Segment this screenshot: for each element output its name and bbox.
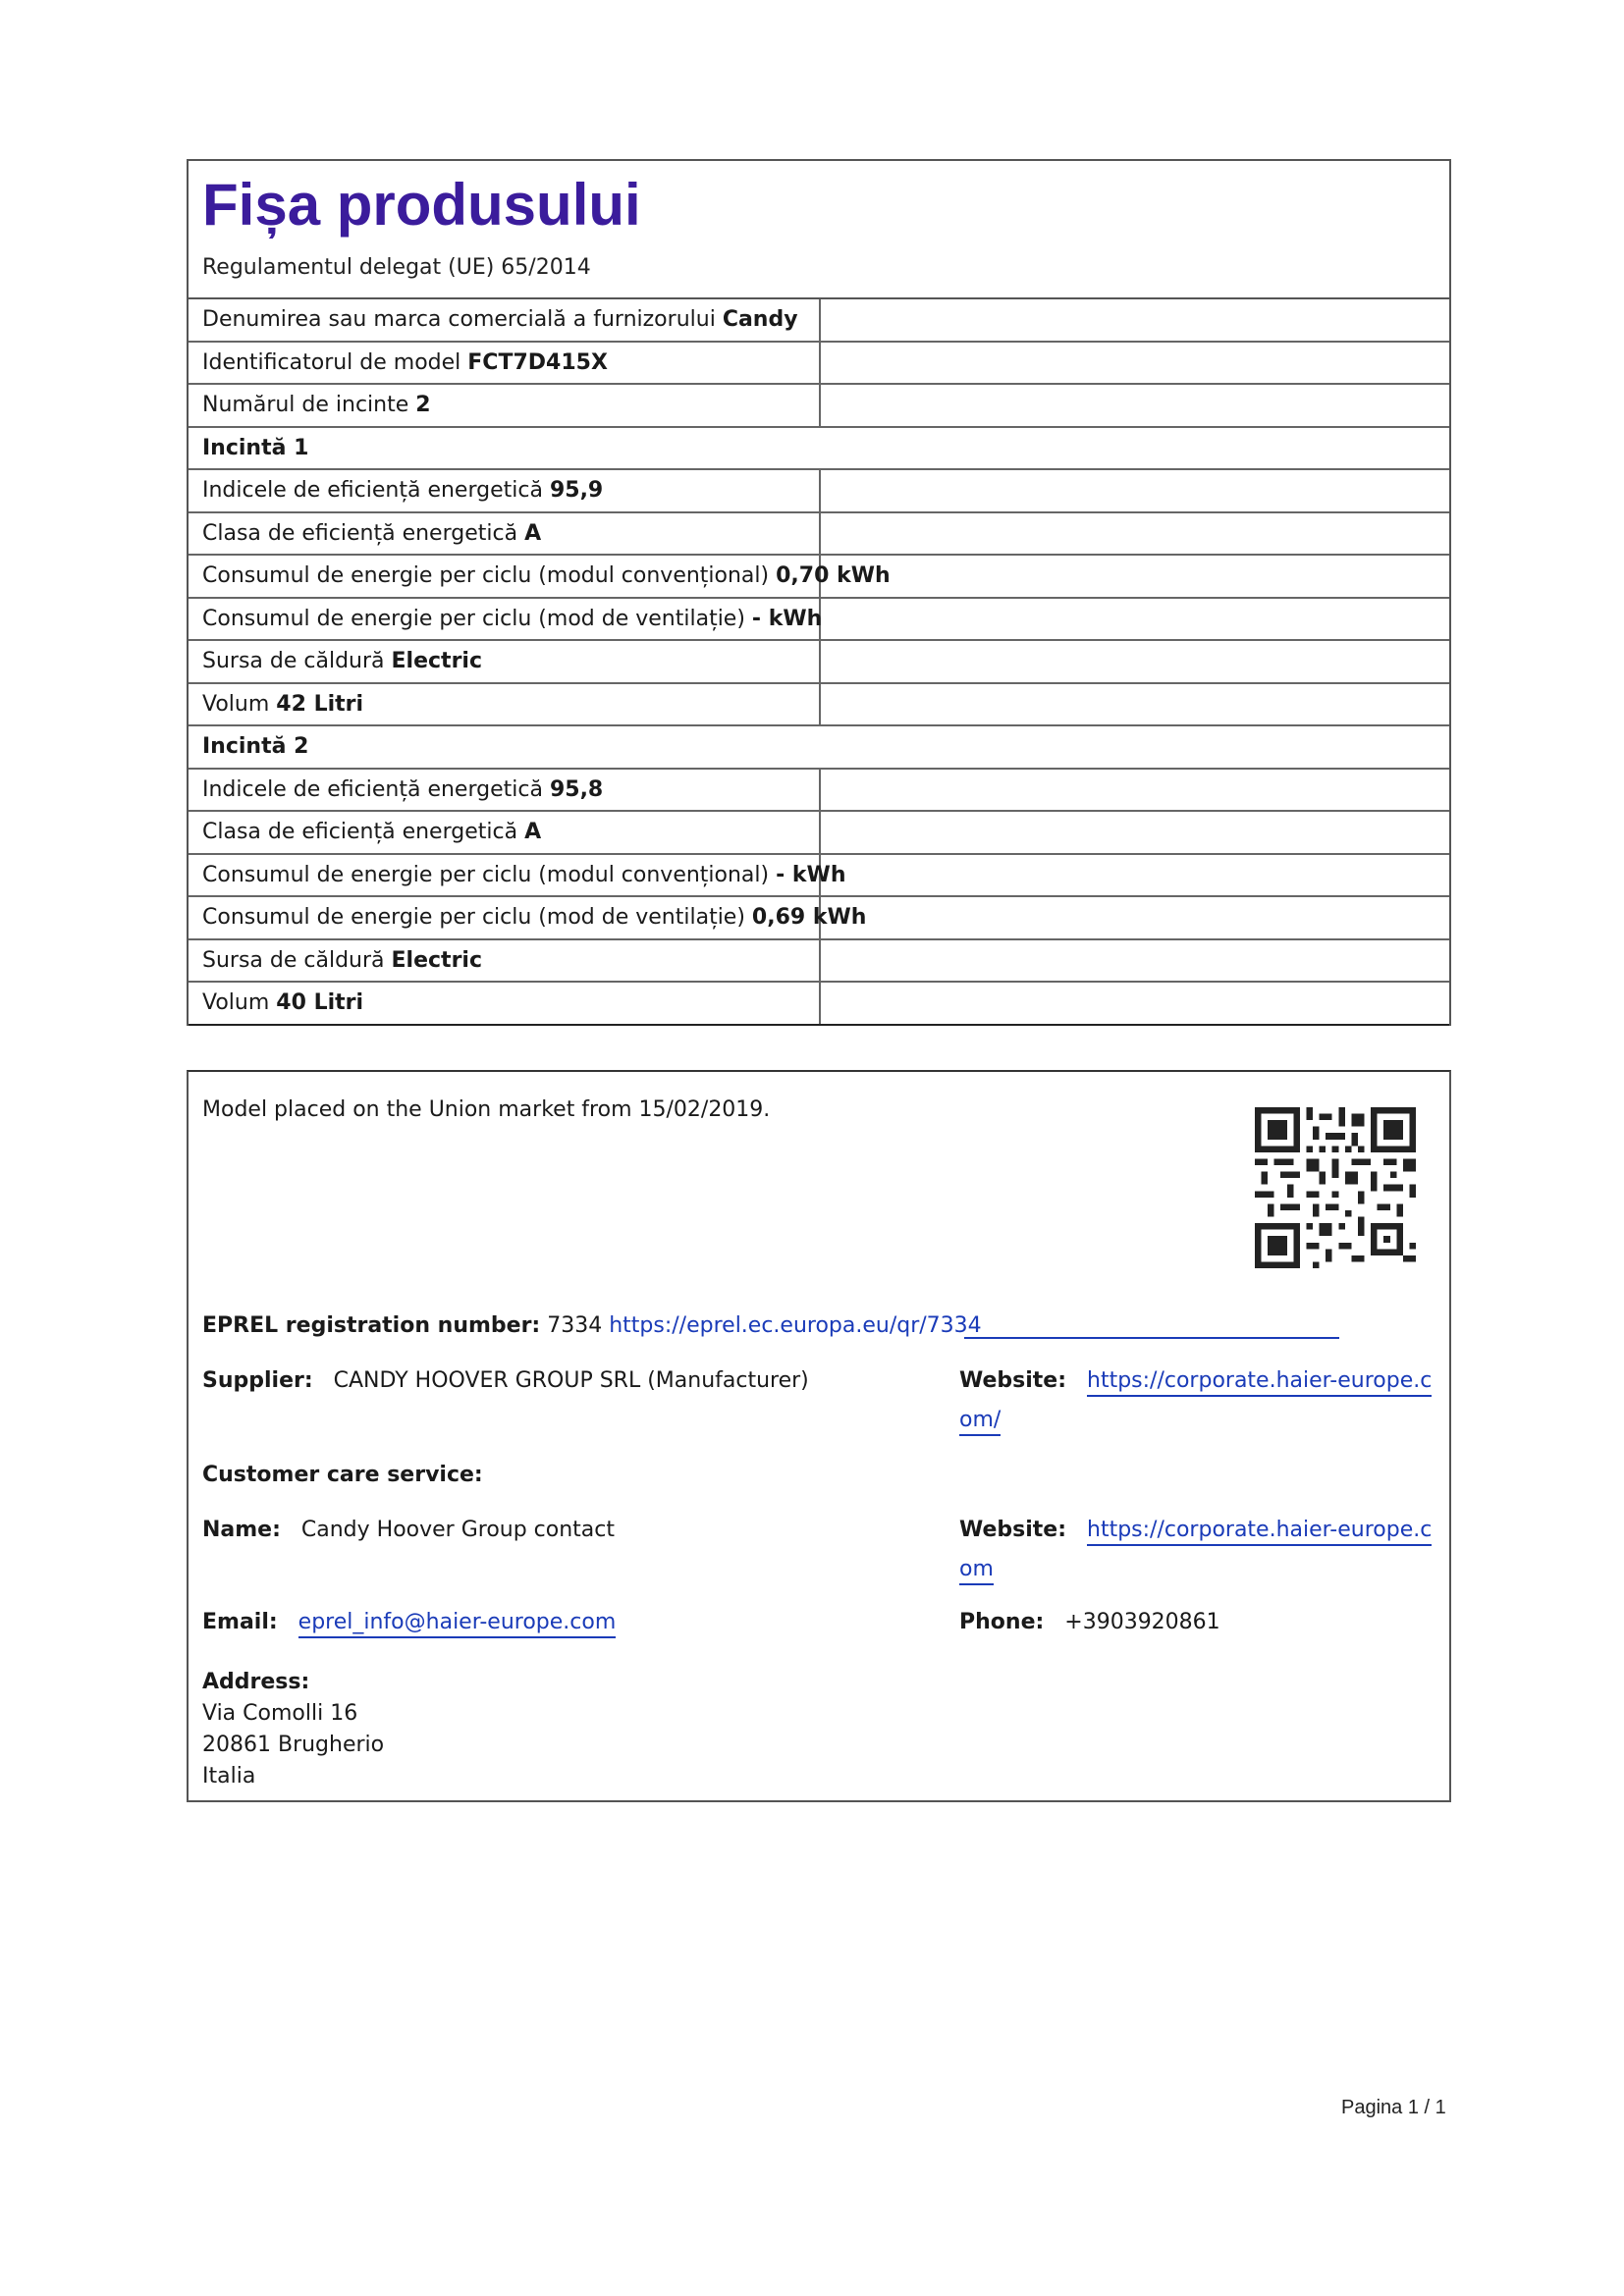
- row-value: A: [524, 520, 542, 546]
- name-value: Candy Hoover Group contact: [300, 1518, 616, 1542]
- address-block: [202, 1667, 384, 1792]
- table-row: [189, 770, 1449, 813]
- row-label: Consumul de energie per ciclu (mod de ventilație): [202, 905, 745, 931]
- phone-line: [959, 1610, 1220, 1634]
- supplier-info-box: [187, 1070, 1451, 1802]
- row-label: Identificatorul de model: [202, 349, 461, 375]
- row-label: Sursa de căldură: [202, 947, 385, 973]
- table-row: [189, 556, 1449, 599]
- website-2: [959, 1518, 1432, 1542]
- row-value: Candy: [722, 307, 798, 333]
- table-row: [189, 599, 1449, 642]
- row-label: Clasa de eficiență energetică: [202, 520, 518, 546]
- table-row: [189, 855, 1449, 898]
- row-label: Clasa de eficiență energetică: [202, 820, 518, 845]
- qr-code-icon: [1255, 1107, 1416, 1268]
- website-2-cont: [959, 1557, 994, 1581]
- address-line: Italia: [202, 1764, 256, 1789]
- row-value: FCT7D415X: [467, 349, 608, 375]
- row-value: 95,9: [549, 478, 604, 504]
- row-label: Consumul de energie per ciclu (modul convențional): [202, 862, 770, 887]
- email-link[interactable]: eprel_info@haier-europe.com: [298, 1610, 617, 1638]
- supplier-label: Supplier:: [202, 1368, 313, 1393]
- row-value: 40 Litri: [276, 990, 364, 1016]
- row-label: Sursa de căldură: [202, 649, 385, 674]
- row-value: 42 Litri: [276, 691, 364, 717]
- row-label: Consumul de energie per ciclu (modul convențional): [202, 563, 770, 589]
- row-value: - kWh: [751, 606, 823, 631]
- website-link-cont[interactable]: om/: [959, 1408, 1001, 1436]
- product-fiche-table: [187, 159, 1451, 1026]
- page-title: Fișa produsului: [202, 172, 641, 238]
- section-heading-cavity-1: Incintă 1: [189, 428, 1449, 471]
- row-value: - kWh: [776, 862, 846, 887]
- phone-value: +3903920861: [1064, 1610, 1220, 1634]
- eprel-number: 7334: [547, 1313, 603, 1338]
- name-label: Name:: [202, 1518, 281, 1542]
- table-row: [189, 897, 1449, 940]
- customer-care-heading: Customer care service:: [202, 1463, 483, 1487]
- website-link-cont[interactable]: om: [959, 1557, 994, 1585]
- supplier-value: CANDY HOOVER GROUP SRL (Manufacturer): [333, 1368, 809, 1393]
- website-1: [959, 1368, 1432, 1393]
- eprel-link-underline: [964, 1337, 1339, 1339]
- page-number: Pagina 1 / 1: [1341, 2097, 1446, 2118]
- row-value: Electric: [391, 947, 482, 973]
- table-row: [189, 684, 1449, 727]
- website-1-cont: [959, 1408, 1001, 1432]
- fiche-header: [189, 161, 1449, 299]
- row-label: Indicele de eficiență energetică: [202, 776, 543, 802]
- address-label: Address:: [202, 1670, 310, 1694]
- row-value: 2: [415, 393, 431, 418]
- table-row: [189, 940, 1449, 984]
- table-row: [189, 513, 1449, 557]
- supplier-line: [202, 1368, 809, 1393]
- row-label: Consumul de energie per ciclu (mod de ventilație): [202, 606, 745, 631]
- row-label: Indicele de eficiență energetică: [202, 478, 543, 504]
- address-line: Via Comolli 16: [202, 1701, 358, 1726]
- website-label: Website:: [959, 1368, 1067, 1393]
- address-line: 20861 Brugherio: [202, 1733, 385, 1757]
- table-row: [189, 641, 1449, 684]
- table-row: [189, 470, 1449, 513]
- row-value: A: [524, 820, 542, 845]
- row-label: Volum: [202, 691, 270, 717]
- eprel-registration: [202, 1313, 982, 1338]
- row-label: Denumirea sau marca comercială a furnizorului: [202, 307, 716, 333]
- row-label: Volum: [202, 990, 270, 1016]
- eprel-link[interactable]: https://eprel.ec.europa.eu/qr/7334: [609, 1313, 982, 1338]
- table-row: [189, 385, 1449, 428]
- name-line: [202, 1518, 615, 1542]
- table-row: [189, 343, 1449, 386]
- phone-label: Phone:: [959, 1610, 1045, 1634]
- row-value: 0,69 kWh: [751, 905, 867, 931]
- row-value: 95,8: [549, 776, 604, 802]
- regulation-reference: Regulamentul delegat (UE) 65/2014: [202, 255, 591, 280]
- table-row: [189, 983, 1449, 1026]
- website-link[interactable]: https://corporate.haier-europe.c: [1087, 1518, 1432, 1546]
- website-link[interactable]: https://corporate.haier-europe.c: [1087, 1368, 1432, 1397]
- table-row: [189, 299, 1449, 343]
- row-value: 0,70 kWh: [776, 563, 891, 589]
- email-line: [202, 1610, 616, 1634]
- section-heading-cavity-2: Incintă 2: [189, 726, 1449, 770]
- market-note: Model placed on the Union market from 15/02/2019.: [202, 1097, 771, 1122]
- eprel-label: EPREL registration number:: [202, 1313, 541, 1338]
- email-label: Email:: [202, 1610, 278, 1634]
- table-row: [189, 812, 1449, 855]
- row-label: Numărul de incinte: [202, 393, 409, 418]
- website-label: Website:: [959, 1518, 1067, 1542]
- row-value: Electric: [391, 649, 482, 674]
